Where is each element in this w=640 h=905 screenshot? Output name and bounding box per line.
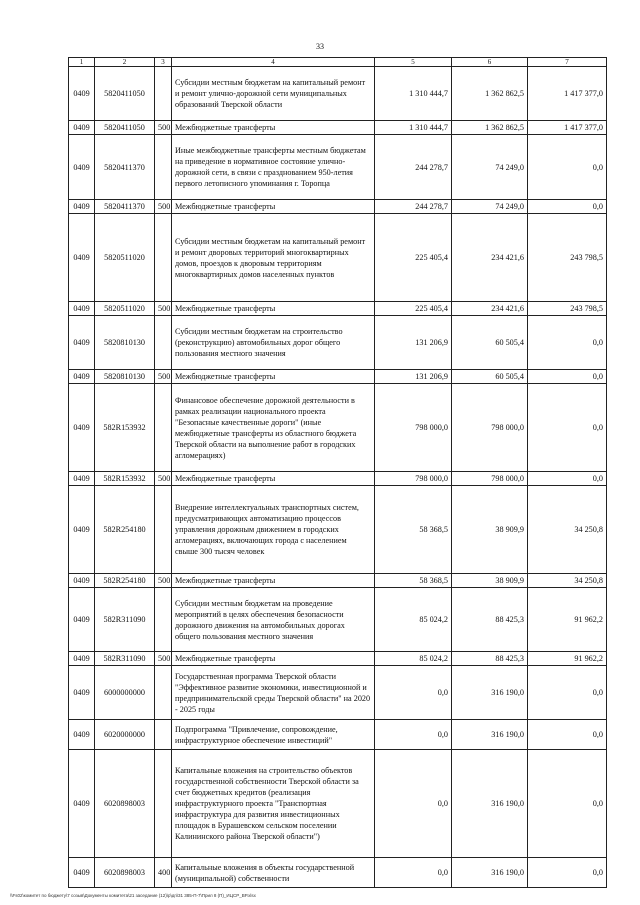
section-cell: 0409 (69, 720, 95, 750)
amount-year3-cell: 0,0 (528, 200, 607, 214)
amount-year3-cell: 243 798,5 (528, 302, 607, 316)
header-cell: 6 (452, 58, 528, 67)
amount-year2-cell: 88 425,3 (452, 652, 528, 666)
amount-year2-cell: 798 000,0 (452, 472, 528, 486)
section-cell: 0409 (69, 574, 95, 588)
amount-year2-cell: 1 362 862,5 (452, 121, 528, 135)
target-code-cell: 582R254180 (95, 574, 155, 588)
amount-year2-cell: 74 249,0 (452, 200, 528, 214)
target-code-cell: 6020000000 (95, 720, 155, 750)
amount-year2-cell: 1 362 862,5 (452, 67, 528, 121)
section-cell: 0409 (69, 486, 95, 574)
amount-year2-cell: 316 190,0 (452, 666, 528, 720)
target-code-cell: 5820810130 (95, 370, 155, 384)
table-row (69, 750, 607, 858)
expense-kind-cell (155, 135, 172, 200)
amount-year3-cell: 0,0 (528, 858, 607, 888)
table-row (69, 588, 607, 652)
amount-year2-cell: 38 909,9 (452, 486, 528, 574)
description-cell: Межбюджетные трансферты (172, 200, 375, 214)
section-cell: 0409 (69, 858, 95, 888)
expense-kind-cell: 500 (155, 652, 172, 666)
expense-kind-cell (155, 750, 172, 858)
expense-kind-cell (155, 486, 172, 574)
target-code-cell: 5820411370 (95, 135, 155, 200)
target-code-cell: 582R254180 (95, 486, 155, 574)
description-cell: Государственная программа Тверской области "Эффективное развитие экономики, инвестиционной и предпринимательской среды Тверской области" на 2020 - 2025 годы (172, 666, 375, 720)
amount-year1-cell: 0,0 (375, 666, 452, 720)
description-cell: Иные межбюджетные трансферты местным бюджетам на приведение в нормативное состояние улично-дорожной сети, в связи с празднованием 950-летия первого летописного упоминания г. Торопца (172, 135, 375, 200)
description-cell: Субсидии местным бюджетам на строительство (реконструкцию) автомобильных дорог общего пользования местного значения (172, 316, 375, 370)
amount-year1-cell: 131 206,9 (375, 370, 452, 384)
target-code-cell: 5820411050 (95, 121, 155, 135)
description-cell: Субсидии местным бюджетам на проведение мероприятий в целях обеспечения безопасности дорожного движения на автомобильных дорогах общего пользования местного значения (172, 588, 375, 652)
amount-year3-cell: 1 417 377,0 (528, 121, 607, 135)
expense-kind-cell (155, 588, 172, 652)
header-cell: 7 (528, 58, 607, 67)
amount-year3-cell: 0,0 (528, 750, 607, 858)
target-code-cell: 582R311090 (95, 652, 155, 666)
table-row (69, 652, 607, 666)
target-code-cell: 5820411370 (95, 200, 155, 214)
section-cell: 0409 (69, 652, 95, 666)
description-cell: Межбюджетные трансферты (172, 370, 375, 384)
description-cell: Внедрение интеллектуальных транспортных систем, предусматривающих автоматизацию процессов управления дорожным движением в городских агломерациях, включающих города с населением свыше 300 тысяч человек (172, 486, 375, 574)
header-cell: 1 (69, 58, 95, 67)
amount-year1-cell: 131 206,9 (375, 316, 452, 370)
description-cell: Субсидии местным бюджетам на капитальный ремонт и ремонт улично-дорожной сети муниципальных образований Тверской области (172, 67, 375, 121)
amount-year2-cell: 74 249,0 (452, 135, 528, 200)
section-cell: 0409 (69, 121, 95, 135)
target-code-cell: 6000000000 (95, 666, 155, 720)
target-code-cell: 5820411050 (95, 67, 155, 121)
table-row (69, 214, 607, 302)
amount-year1-cell: 1 310 444,7 (375, 67, 452, 121)
amount-year2-cell: 60 505,4 (452, 370, 528, 384)
file-path-footer: \\Fs02\комитет по бюджету\7 созыв\Документы комитета\21 заседание (12)\р\дп\31 385-П-7\Прил 8 (П)_ИЦСР_ВР.xlsx (10, 893, 256, 898)
target-code-cell: 5820511020 (95, 302, 155, 316)
description-cell: Межбюджетные трансферты (172, 121, 375, 135)
amount-year3-cell: 1 417 377,0 (528, 67, 607, 121)
amount-year3-cell: 0,0 (528, 316, 607, 370)
expense-kind-cell (155, 666, 172, 720)
table-row (69, 200, 607, 214)
amount-year1-cell: 798 000,0 (375, 472, 452, 486)
amount-year3-cell: 34 250,8 (528, 574, 607, 588)
table-row (69, 135, 607, 200)
section-cell: 0409 (69, 214, 95, 302)
target-code-cell: 582R153932 (95, 472, 155, 486)
amount-year2-cell: 798 000,0 (452, 384, 528, 472)
amount-year3-cell: 0,0 (528, 370, 607, 384)
expense-kind-cell: 500 (155, 302, 172, 316)
section-cell: 0409 (69, 588, 95, 652)
section-cell: 0409 (69, 316, 95, 370)
description-cell: Подпрограмма "Привлечение, сопровождение, инфраструктурное обеспечение инвестиций" (172, 720, 375, 750)
section-cell: 0409 (69, 370, 95, 384)
target-code-cell: 582R153932 (95, 384, 155, 472)
header-cell: 5 (375, 58, 452, 67)
amount-year3-cell: 0,0 (528, 135, 607, 200)
header-row (69, 58, 607, 67)
amount-year1-cell: 244 278,7 (375, 135, 452, 200)
description-cell: Межбюджетные трансферты (172, 302, 375, 316)
target-code-cell: 6020898003 (95, 858, 155, 888)
expense-kind-cell (155, 67, 172, 121)
table-row (69, 384, 607, 472)
section-cell: 0409 (69, 200, 95, 214)
amount-year1-cell: 798 000,0 (375, 384, 452, 472)
amount-year1-cell: 58 368,5 (375, 574, 452, 588)
budget-table (68, 57, 607, 888)
amount-year3-cell: 0,0 (528, 666, 607, 720)
amount-year3-cell: 0,0 (528, 384, 607, 472)
target-code-cell: 582R311090 (95, 588, 155, 652)
table-row (69, 472, 607, 486)
amount-year3-cell: 34 250,8 (528, 486, 607, 574)
target-code-cell: 5820810130 (95, 316, 155, 370)
amount-year2-cell: 88 425,3 (452, 588, 528, 652)
amount-year1-cell: 1 310 444,7 (375, 121, 452, 135)
amount-year2-cell: 316 190,0 (452, 720, 528, 750)
section-cell: 0409 (69, 384, 95, 472)
section-cell: 0409 (69, 135, 95, 200)
target-code-cell: 6020898003 (95, 750, 155, 858)
table-row (69, 486, 607, 574)
amount-year3-cell: 91 962,2 (528, 652, 607, 666)
amount-year1-cell: 0,0 (375, 720, 452, 750)
amount-year1-cell: 0,0 (375, 858, 452, 888)
amount-year2-cell: 60 505,4 (452, 316, 528, 370)
table-row (69, 67, 607, 121)
header-cell: 4 (172, 58, 375, 67)
amount-year2-cell: 316 190,0 (452, 750, 528, 858)
expense-kind-cell (155, 720, 172, 750)
section-cell: 0409 (69, 472, 95, 486)
table-row (69, 302, 607, 316)
amount-year1-cell: 225 405,4 (375, 214, 452, 302)
amount-year2-cell: 316 190,0 (452, 858, 528, 888)
section-cell: 0409 (69, 67, 95, 121)
section-cell: 0409 (69, 302, 95, 316)
description-cell: Капитальные вложения в объекты государственной (муниципальной) собственности (172, 858, 375, 888)
amount-year1-cell: 0,0 (375, 750, 452, 858)
table-row (69, 720, 607, 750)
amount-year1-cell: 85 024,2 (375, 652, 452, 666)
expense-kind-cell: 500 (155, 472, 172, 486)
amount-year2-cell: 234 421,6 (452, 214, 528, 302)
expense-kind-cell: 500 (155, 370, 172, 384)
expense-kind-cell (155, 214, 172, 302)
amount-year3-cell: 0,0 (528, 472, 607, 486)
table-row (69, 858, 607, 888)
description-cell: Капитальные вложения на строительство объектов государственной собственности Тверской области за счет бюджетных кредитов (реализация инфраструктурного проекта "Транспортная инфраструктура для развития инвестиционных площадок в Бурашевском сельском поселении Калининского района Тверской области") (172, 750, 375, 858)
expense-kind-cell (155, 316, 172, 370)
amount-year1-cell: 244 278,7 (375, 200, 452, 214)
amount-year2-cell: 234 421,6 (452, 302, 528, 316)
amount-year1-cell: 225 405,4 (375, 302, 452, 316)
table-row (69, 574, 607, 588)
description-cell: Межбюджетные трансферты (172, 574, 375, 588)
page-number: 33 (316, 42, 324, 51)
description-cell: Межбюджетные трансферты (172, 472, 375, 486)
amount-year1-cell: 58 368,5 (375, 486, 452, 574)
header-cell: 2 (95, 58, 155, 67)
amount-year3-cell: 91 962,2 (528, 588, 607, 652)
description-cell: Межбюджетные трансферты (172, 652, 375, 666)
expense-kind-cell: 500 (155, 574, 172, 588)
amount-year2-cell: 38 909,9 (452, 574, 528, 588)
table-row (69, 370, 607, 384)
section-cell: 0409 (69, 666, 95, 720)
expense-kind-cell (155, 384, 172, 472)
section-cell: 0409 (69, 750, 95, 858)
amount-year3-cell: 243 798,5 (528, 214, 607, 302)
header-cell: 3 (155, 58, 172, 67)
expense-kind-cell: 500 (155, 200, 172, 214)
table-row (69, 121, 607, 135)
amount-year1-cell: 85 024,2 (375, 588, 452, 652)
table-row (69, 316, 607, 370)
table-row (69, 666, 607, 720)
amount-year3-cell: 0,0 (528, 720, 607, 750)
expense-kind-cell: 400 (155, 858, 172, 888)
description-cell: Финансовое обеспечение дорожной деятельности в рамках реализации национального проекта "Безопасные качественные дороги" (иные межбюджетные трансферты из областного бюджета Тверской области на выполнение работ в городских агломерациях) (172, 384, 375, 472)
expense-kind-cell: 500 (155, 121, 172, 135)
target-code-cell: 5820511020 (95, 214, 155, 302)
description-cell: Субсидии местным бюджетам на капитальный ремонт и ремонт дворовых территорий многоквартирных домов, проездов к дворовым территориям многоквартирных домов населенных пунктов (172, 214, 375, 302)
